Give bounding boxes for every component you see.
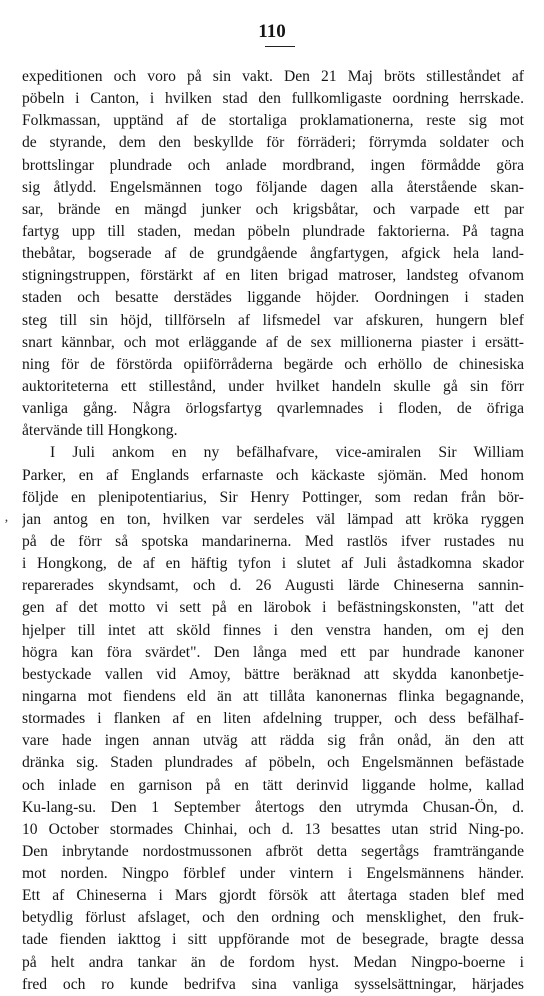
text-line: i Hongkong, de af en häftig tyfon i slutet af Juli åstadkomna skador xyxy=(22,555,524,573)
text-line: snart kännbar, och mot erläggande af de sex millionerna piaster i ersätt- xyxy=(22,333,524,351)
text-line: stigningstruppen, förstärkt af en liten brigad matroser, landsteg ofvanom xyxy=(22,267,524,285)
text-line: hjelper till intet att sköld finnes i den venstra handen, om ej den xyxy=(22,621,524,639)
text-line: brottslingar plundrade och anlade mordbrand, ingen förmådde göra xyxy=(22,156,524,174)
text-line: de styrande, dem den beskyllde för förräderi; förrymda soldater och xyxy=(22,134,524,152)
text-line: Ett af Chineserna i Mars gjordt försök att återtaga staden blef med xyxy=(22,887,524,905)
text-line: följde en plenipotentiarius, Sir Henry Pottinger, som redan från bör- xyxy=(22,488,524,506)
text-line: ningarna mot fiendens eld än att tillåta kanonernas flinka begagnande, xyxy=(22,687,524,705)
text-line: steg till sin höjd, tillförseln af lifsmedel var afskuren, hungern blef xyxy=(22,311,524,329)
text-line: pöbeln i Canton, i hvilken stad den fullkomligaste oordning herrskade. xyxy=(22,90,524,108)
text-line: thebåtar, bogserade af de grundgående ångfartygen, afgick hela land- xyxy=(22,245,524,263)
margin-mark: ‚ xyxy=(4,510,9,525)
text-line: fartyg upp till staden, medan pöbeln plundrade faktorierna. På tagna xyxy=(22,222,524,240)
text-line: fred och ro kunde bedrifva sina vanliga sysselsättningar, härjades xyxy=(22,975,524,993)
body-text xyxy=(22,66,524,996)
text-line: expeditionen och voro på sin vakt. Den 21 Maj bröts stilleståndet af xyxy=(22,68,524,85)
text-line: 10 October stormades Chinhai, och d. 13 besattes utan strid Ning-po. xyxy=(22,820,524,838)
text-line: sar, brände en mängd junker och krigsbåtar, och varpade ett par xyxy=(22,200,524,218)
page-number: 110 xyxy=(258,21,286,42)
text-line: bestyckade vallen vid Amoy, bättre beräknad att skydda kanonbetje- xyxy=(22,665,524,683)
text-line: gen af det motto vi sett på en lärobok i befästningskonsten, "att det xyxy=(22,599,524,617)
text-line: Den inbrytande nordostmussonen afbröt detta segertågs framträngande xyxy=(22,842,524,860)
text-line: Folkmassan, upptänd af de stortaliga proklamationerna, reste sig mot xyxy=(22,112,524,130)
text-line: tade fienden iakttog i sitt uppförande mot de besegrade, bragte dessa xyxy=(22,931,524,949)
text-line: Ku-lang-su. Den 1 September återtogs den utrymda Chusan-Ön, d. xyxy=(22,798,524,816)
text-line: Parker, en af Englands erfarnaste och käckaste sjömän. Med honom xyxy=(22,466,524,484)
text-line: reparerades skyndsamt, och d. 26 Augusti lärde Chineserna sannin- xyxy=(22,577,524,595)
text-line: på helt andra tankar än de fordom hyst. Medan Ningpo-boerne i xyxy=(22,953,524,971)
text-line: högra kan föra svärdet". Den långa med ett par hundrade kanoner xyxy=(22,643,524,661)
header-rule xyxy=(265,46,295,47)
text-line: ning för de förstörda opiiförråderna begärde och erhöllo de chinesiska xyxy=(22,355,524,373)
text-line: på de förr så spotska mandarinerna. Med rastlös ifver rustades nu xyxy=(22,532,524,550)
text-line: auktoriteterna ett stillestånd, under hvilket handeln skulle gå sin förr xyxy=(22,377,524,395)
text-line: mot norden. Ningpo förblef under vintern i Engelsmännens händer. xyxy=(22,865,524,883)
text-line: jan antog en ton, hvilken var serdeles väl lämpad att kröka ryggen xyxy=(22,510,524,528)
text-line: vanliga gång. Några örlogsfartyg qvarlemnades i floden, de öfriga xyxy=(22,400,524,418)
text-line: vare hade ingen annan utväg att rädda sig från onåd, än den att xyxy=(22,732,524,750)
text-line: stormades i flanken af en liten afdelning trupper, och dess befälhaf- xyxy=(22,710,524,728)
text-line: betydlig förlust afslaget, och den ordning och mensklighet, den fruk- xyxy=(22,909,524,927)
paragraph-end-line: återvände till Hongkong. xyxy=(22,422,178,440)
text-line: staden och besatte derstädes liggande höjder. Oordningen i staden xyxy=(22,289,524,307)
paragraph-start-line: I Juli ankom en ny befälhafvare, vice-amiralen Sir William xyxy=(50,444,524,462)
text-line: dränka sig. Staden plundrades af pöbeln, och Engelsmännen befästade xyxy=(22,754,524,772)
text-line: och inlade en garnison på en tätt derinvid liggande holme, kallad xyxy=(22,776,524,794)
text-line: sig åtlydd. Engelsmännen togo följande dagen alla återstående skan- xyxy=(22,178,524,196)
